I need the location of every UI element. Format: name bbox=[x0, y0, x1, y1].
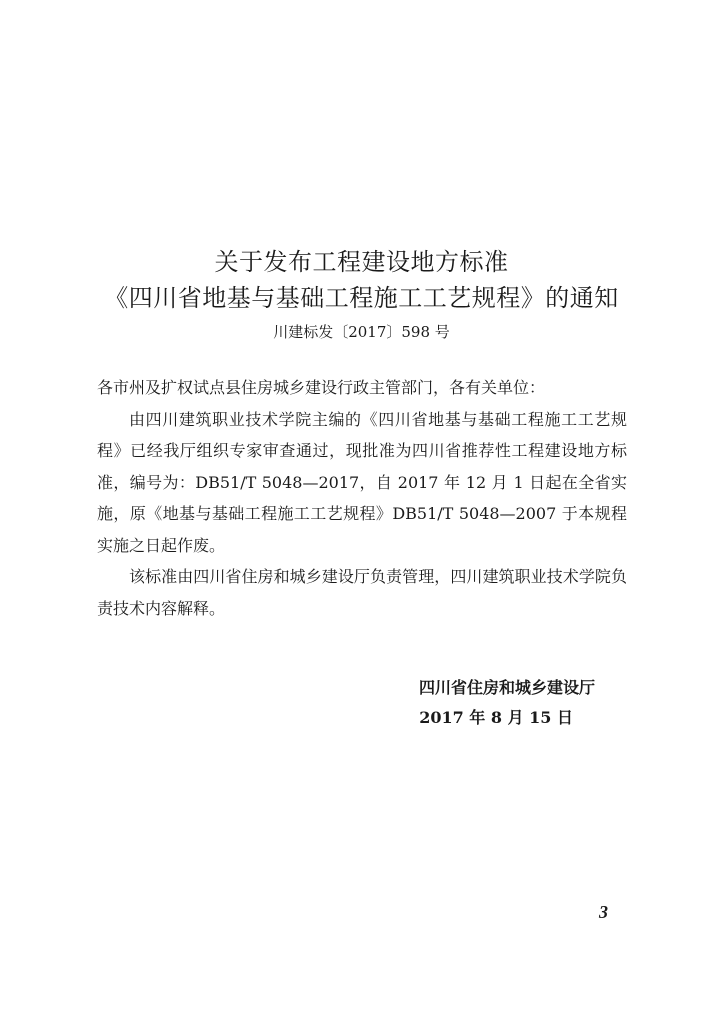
document-number: 川建标发〔2017〕598 号 bbox=[273, 323, 450, 341]
salutation: 各市州及扩权试点县住房城乡建设行政主管部门，各有关单位： bbox=[97, 378, 546, 397]
body-paragraph-2: 该标准由四川省住房和城乡建设厅负责管理，四川建筑职业技术学院负责技术内容解释。 bbox=[97, 567, 627, 618]
issue-date: 2017 年 8 月 15 日 bbox=[419, 708, 573, 727]
notice-header bbox=[0, 244, 723, 344]
notice-body bbox=[97, 372, 627, 624]
body-paragraph-1: 由四川建筑职业技术学院主编的《四川省地基与基础工程施工工艺规程》已经我厅组织专家审查通过，现批准为四川省推荐性工程建设地方标准，编号为：DB51/T 5048—2017，自 2017 年 12 月 1 日起在全省实施，原《地基与基础工程施工工艺规程》DB51/T 5048—2007 于本规程实施之日起作废。 bbox=[97, 409, 627, 555]
notice-title-line-1: 关于发布工程建设地方标准 bbox=[214, 248, 509, 276]
issuing-authority: 四川省住房和城乡建设厅 bbox=[418, 678, 595, 697]
signature-block bbox=[419, 673, 595, 733]
page-number: 3 bbox=[599, 902, 608, 922]
notice-title-line-2: 《四川省地基与基础工程施工工艺规程》的通知 bbox=[104, 284, 619, 312]
